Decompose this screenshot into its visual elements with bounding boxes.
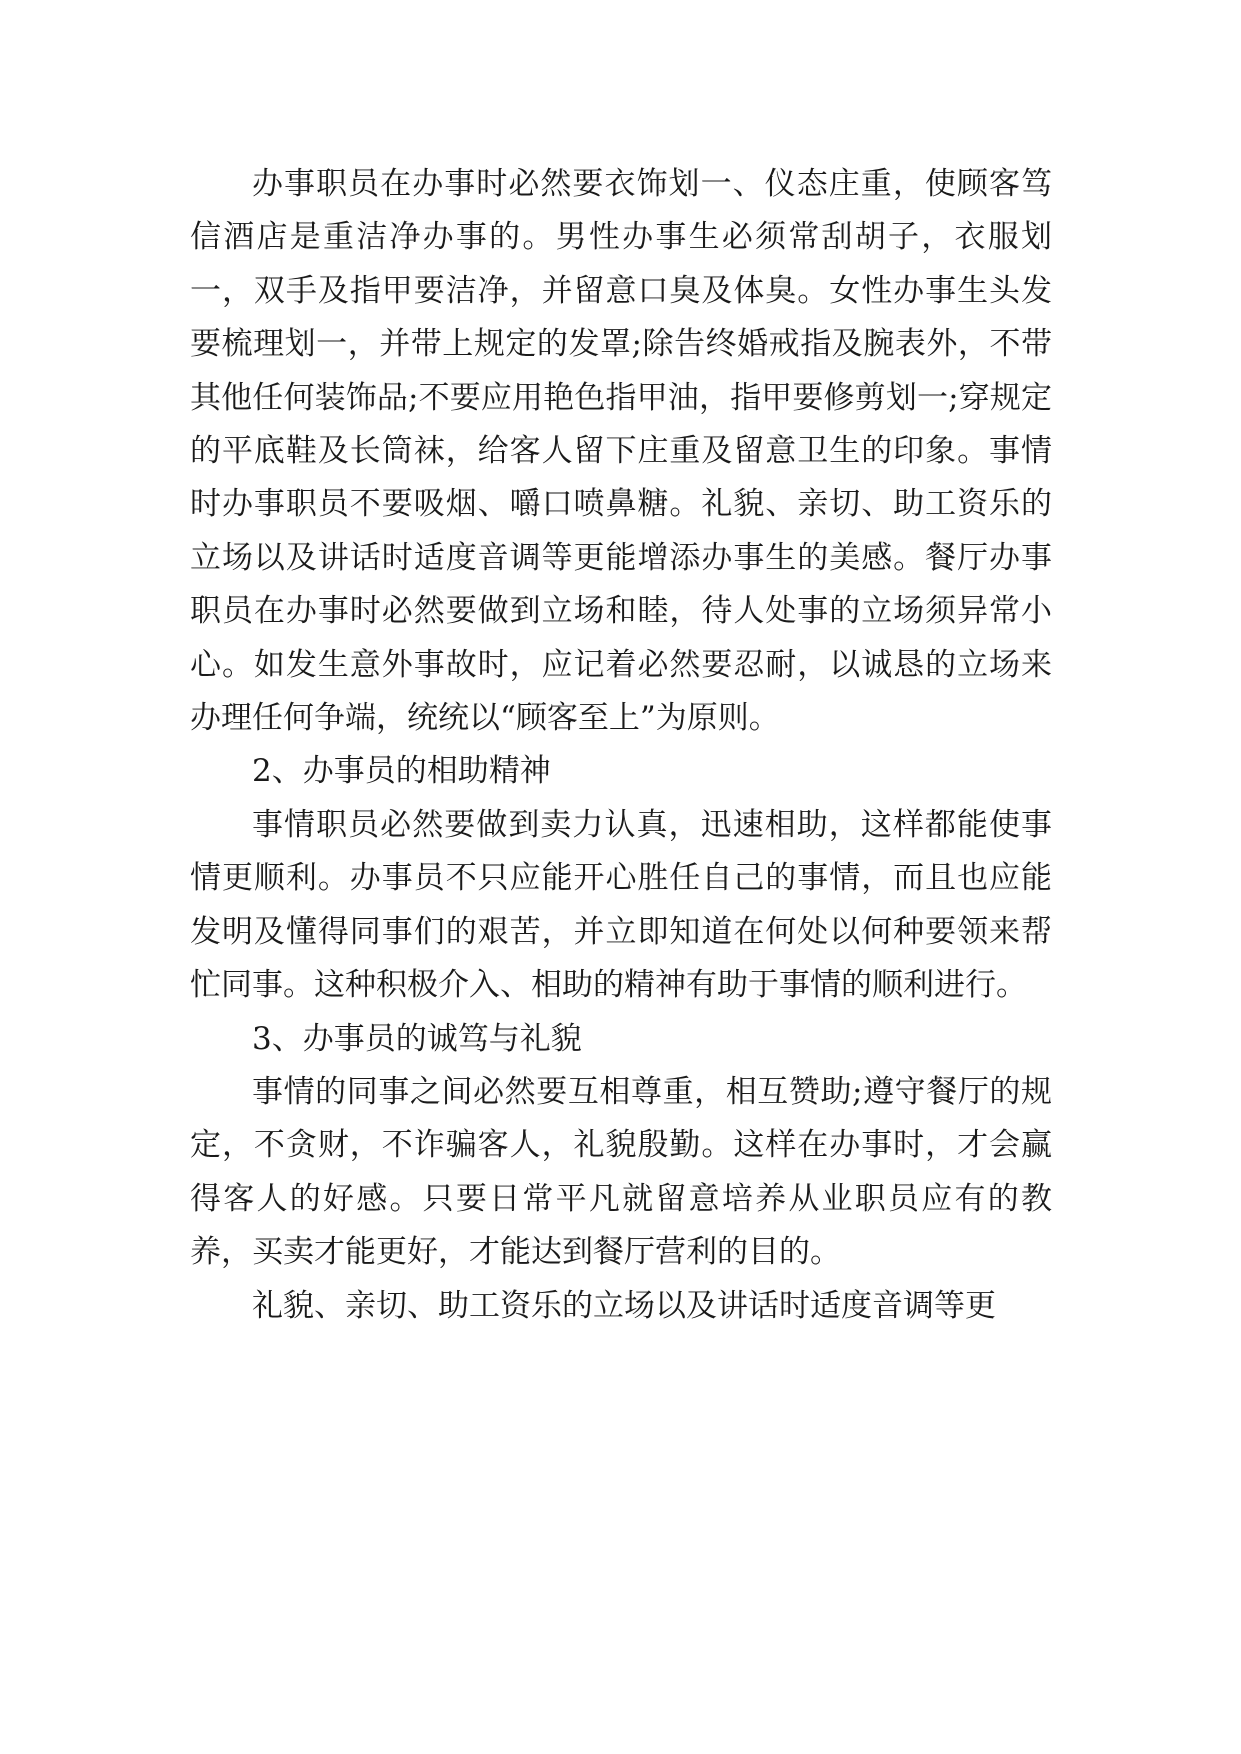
section-heading-teamwork: 2、办事员的相助精神 [252,753,551,790]
paragraph-honesty: 事情的同事之间必然要互相尊重，相互赞助;遵守餐厅的规定，不贪财，不诈骗客人，礼貌殷勤。这样在办事时，才会赢得客人的好感。只要日常平凡就留意培养从业职员应有的教养，买卖才能更好，才能达到餐厅营利的目的。 [190,1073,1052,1271]
paragraph-dress-code: 办事职员在办事时必然要衣饰划一、仪态庄重，使顾客笃信酒店是重洁净办事的。男性办事生必须常刮胡子，衣服划一，双手及指甲要洁净，并留意口臭及体臭。女性办事生头发要梳理划一，并带上规定的发罩;除告终婚戒指及腕表外，不带其他任何装饰品;不要应用艳色指甲油，指甲要修剪划一;穿规定的平底鞋及长筒袜，给客人留下庄重及留意卫生的印象。事情时办事职员不要吸烟、嚼口喷鼻糖。礼貌、亲切、助工资乐的立场以及讲话时适度音调等更能增添办事生的美感。餐厅办事职员在办事时必然要做到立场和睦，待人处事的立场须异常小心。如发生意外事故时，应记着必然要忍耐，以诚恳的立场来办理任何争端，统统以“顾客至上”为原则。 [190,166,1052,737]
document-body [190,158,1052,1333]
paragraph-courtesy: 礼貌、亲切、助工资乐的立场以及讲话时适度音调等更 [252,1287,996,1324]
paragraph-teamwork: 事情职员必然要做到卖力认真，迅速相助，这样都能使事情更顺利。办事员不只应能开心胜任自己的事情，而且也应能发明及懂得同事们的艰苦，并立即知道在何处以何种要领来帮忙同事。这种积极介入、相助的精神有助于事情的顺利进行。 [190,806,1052,1004]
section-heading-honesty: 3、办事员的诚笃与礼貌 [252,1020,582,1057]
